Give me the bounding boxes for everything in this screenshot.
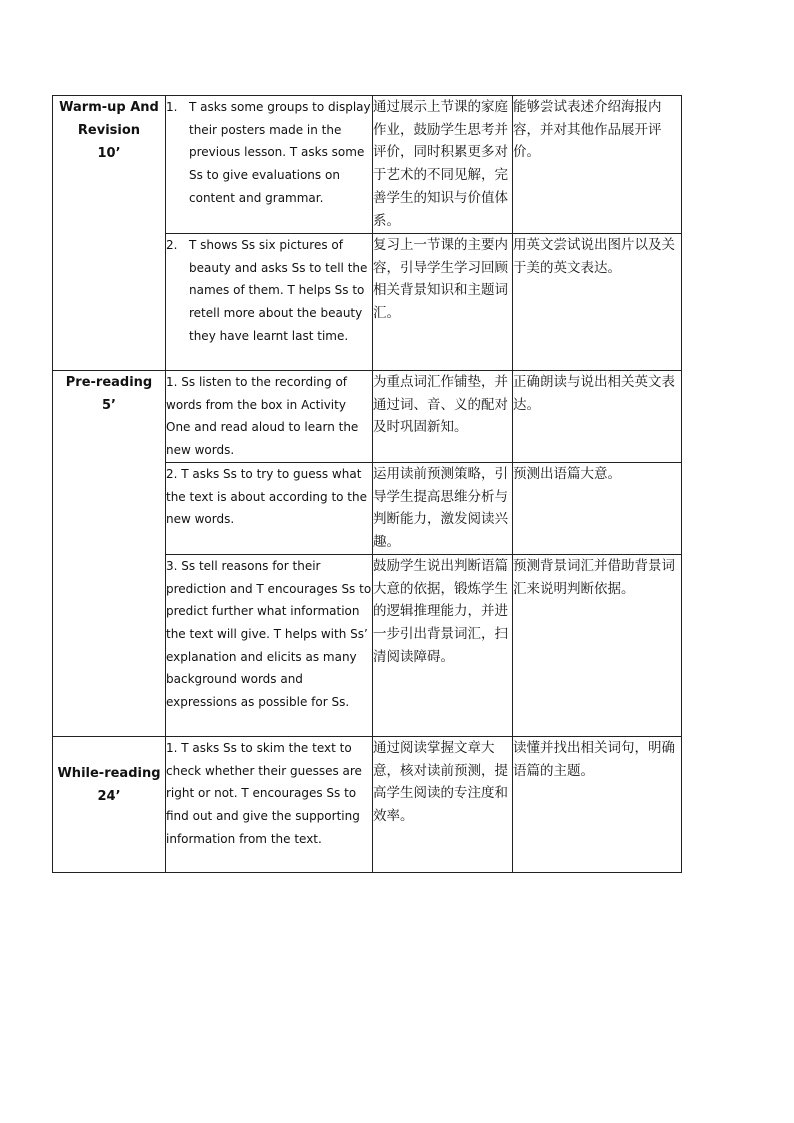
lesson-plan-table bbox=[52, 95, 682, 873]
activity-cell bbox=[166, 96, 373, 234]
stage-name: While-reading bbox=[57, 765, 161, 781]
activity-text: T asks some groups to display their posters made in the previous lesson. T asks some Ss to give evaluations on content and grammar. bbox=[189, 100, 371, 205]
stage-cell bbox=[53, 96, 166, 371]
activity-cell: 1. T asks Ss to skim the text to check whether their guesses are right or not. T encourages Ss to find out and give the supporting information from the text. bbox=[166, 736, 373, 872]
purpose-cell: 为重点词汇作铺垫，并通过词、音、义的配对及时巩固新知。 bbox=[373, 371, 513, 463]
activity-number: 2. bbox=[166, 238, 178, 252]
purpose-cell: 鼓励学生说出判断语篇大意的依据，锻炼学生的逻辑推理能力，并进一步引出背景词汇，扫清阅读障碍。 bbox=[373, 554, 513, 736]
purpose-cell: 运用读前预测策略，引导学生提高思维分析与判断能力，激发阅读兴趣。 bbox=[373, 463, 513, 555]
stage-time: 24’ bbox=[97, 788, 121, 804]
stage-time: 10’ bbox=[97, 146, 121, 161]
table-row bbox=[53, 96, 682, 234]
table-row bbox=[53, 371, 682, 463]
purpose-cell: 复习上一节课的主要内容，引导学生学习回顾相关背景知识和主题词汇。 bbox=[373, 234, 513, 371]
stage-time: 5’ bbox=[102, 398, 116, 413]
stage-cell bbox=[53, 736, 166, 872]
goal-cell: 正确朗读与说出相关英文表达。 bbox=[513, 371, 682, 463]
activity-cell bbox=[166, 234, 373, 371]
goal-cell: 读懂并找出相关词句，明确语篇的主题。 bbox=[513, 736, 682, 872]
activity-cell: 3. Ss tell reasons for their prediction and T encourages Ss to predict further what information the text will give. T helps with Ss’ explanation and elicits as many background words and expressions as possible for Ss. bbox=[166, 554, 373, 736]
table-row bbox=[53, 736, 682, 872]
activity-number: 1. bbox=[166, 100, 178, 114]
goal-cell: 预测背景词汇并借助背景词汇来说明判断依据。 bbox=[513, 554, 682, 736]
goal-cell: 用英文尝试说出图片以及关于美的英文表达。 bbox=[513, 234, 682, 371]
stage-name: Warm-up And Revision bbox=[59, 100, 159, 138]
goal-cell: 能够尝试表述介绍海报内容，并对其他作品展开评价。 bbox=[513, 96, 682, 234]
stage-name: Pre-reading bbox=[65, 375, 153, 390]
stage-cell bbox=[53, 371, 166, 737]
purpose-cell: 通过展示上节课的家庭作业，鼓励学生思考并评价，同时积累更多对于艺术的不同见解，完善学生的知识与价值体系。 bbox=[373, 96, 513, 234]
activity-text: T shows Ss six pictures of beauty and asks Ss to tell the names of them. T helps Ss to retell more about the beauty they have learnt last time. bbox=[189, 238, 368, 343]
purpose-cell: 通过阅读掌握文章大意，核对读前预测，提高学生阅读的专注度和效率。 bbox=[373, 736, 513, 872]
activity-cell: 1. Ss listen to the recording of words from the box in Activity One and read aloud to learn the new words. bbox=[166, 371, 373, 463]
goal-cell: 预测出语篇大意。 bbox=[513, 463, 682, 555]
activity-cell: 2. T asks Ss to try to guess what the text is about according to the new words. bbox=[166, 463, 373, 555]
